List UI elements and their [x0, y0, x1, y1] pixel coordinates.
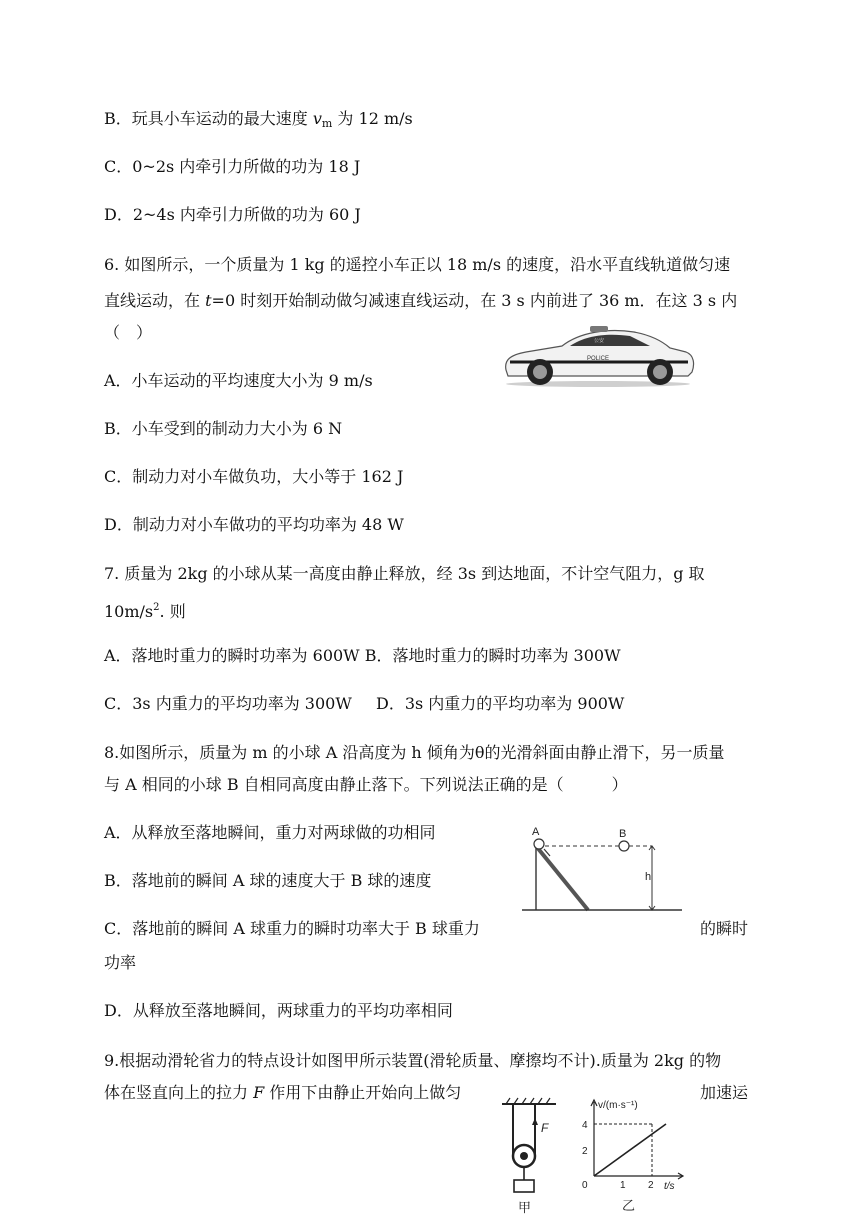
q8-option-d: D．从释放至落地瞬间，两球重力的平均功率相同: [104, 1001, 453, 1020]
graph-x-tick-1: 1: [620, 1180, 626, 1191]
graph-x-axis-label: t/s: [664, 1181, 675, 1192]
q6-answer-paren: （ ）: [104, 323, 153, 342]
q5-option-b: B．玩具小车运动的最大速度 $v_m$ 为 12 m/s: [104, 109, 413, 130]
q7-option-d: D．3s 内重力的平均功率为 900W: [376, 694, 625, 713]
car-roof-text: 公安: [593, 338, 605, 344]
q6-option-b: B．小车受到的制动力大小为 6 N: [104, 419, 343, 438]
q6-stem-line1: 6. 如图所示，一个质量为 1 kg 的遥控小车正以 18 m/s 的速度，沿水平直线轨道做匀速: [104, 255, 731, 274]
pulley-diagram: [500, 1094, 560, 1216]
ball-b-label: B: [619, 828, 627, 840]
q8-option-c: C．落地前的瞬间 A 球重力的瞬时功率大于 B 球重力: [104, 919, 480, 938]
fig-jia-label: 甲: [518, 1200, 532, 1215]
ball-a-label: A: [532, 826, 540, 838]
police-car-image: [500, 322, 696, 388]
graph-y-tick-4: 4: [582, 1120, 588, 1131]
velocity-time-graph: [578, 1096, 688, 1216]
q6-option-c: C．制动力对小车做负功，大小等于 162 J: [104, 467, 404, 486]
graph-y-axis-label: v/(m·s⁻¹): [598, 1100, 638, 1111]
q8-option-c-right: 的瞬时: [700, 919, 749, 938]
q8-option-b: B．落地前的瞬间 A 球的速度大于 B 球的速度: [104, 871, 432, 890]
q7-option-c: C．3s 内重力的平均功率为 300W: [104, 694, 352, 713]
q7-options-ab: A．落地时重力的瞬时功率为 600W B．落地时重力的瞬时功率为 300W: [104, 646, 621, 665]
q7-stem-line1: 7. 质量为 2kg 的小球从某一高度由静止释放，经 3s 到达地面，不计空气阻力，g 取: [104, 564, 705, 583]
force-f-label: F: [541, 1121, 549, 1135]
q6-option-a: A．小车运动的平均速度大小为 9 m/s: [104, 371, 373, 390]
height-label: h: [645, 871, 652, 883]
q8-option-c-cont: 功率: [104, 953, 137, 972]
q9-stem-line2: 体在竖直向上的拉力 F 作用下由静止开始向上做匀: [104, 1083, 462, 1102]
q6-option-d: D．制动力对小车做功的平均功率为 48 W: [104, 515, 404, 534]
q5-option-c: C．0~2s 内牵引力所做的功为 18 J: [104, 157, 361, 176]
q9-stem-line2-right: 加速运: [700, 1083, 749, 1102]
fig-yi-label: 乙: [622, 1198, 636, 1213]
q6-stem-line2: 直线运动，在 t=0 时刻开始制动做匀减速直线运动，在 3 s 内前进了 36 m．在这 3 s 内: [104, 291, 738, 310]
q8-stem-line2: 与 A 相同的小球 B 自相同高度由静止落下。下列说法正确的是（ ）: [104, 775, 628, 794]
graph-origin-label: 0: [582, 1180, 588, 1191]
q8-stem-line1: 8.如图所示，质量为 m 的小球 A 沿高度为 h 倾角为θ的光滑斜面由静止滑下，另一质量: [104, 743, 725, 762]
q9-stem-line1: 9.根据动滑轮省力的特点设计如图甲所示装置(滑轮质量、摩擦均不计).质量为 2kg 的物: [104, 1051, 722, 1070]
graph-x-tick-2: 2: [648, 1180, 654, 1191]
q8-option-a: A．从释放至落地瞬间，重力对两球做的功相同: [104, 823, 436, 842]
graph-y-tick-2: 2: [582, 1146, 588, 1157]
incline-diagram: [522, 822, 688, 914]
car-door-text: POLICE: [586, 356, 610, 362]
q7-stem-line2: $10m/s^2$. 则: [104, 602, 186, 621]
q5-option-d: D．2~4s 内牵引力所做的功为 60 J: [104, 205, 361, 224]
